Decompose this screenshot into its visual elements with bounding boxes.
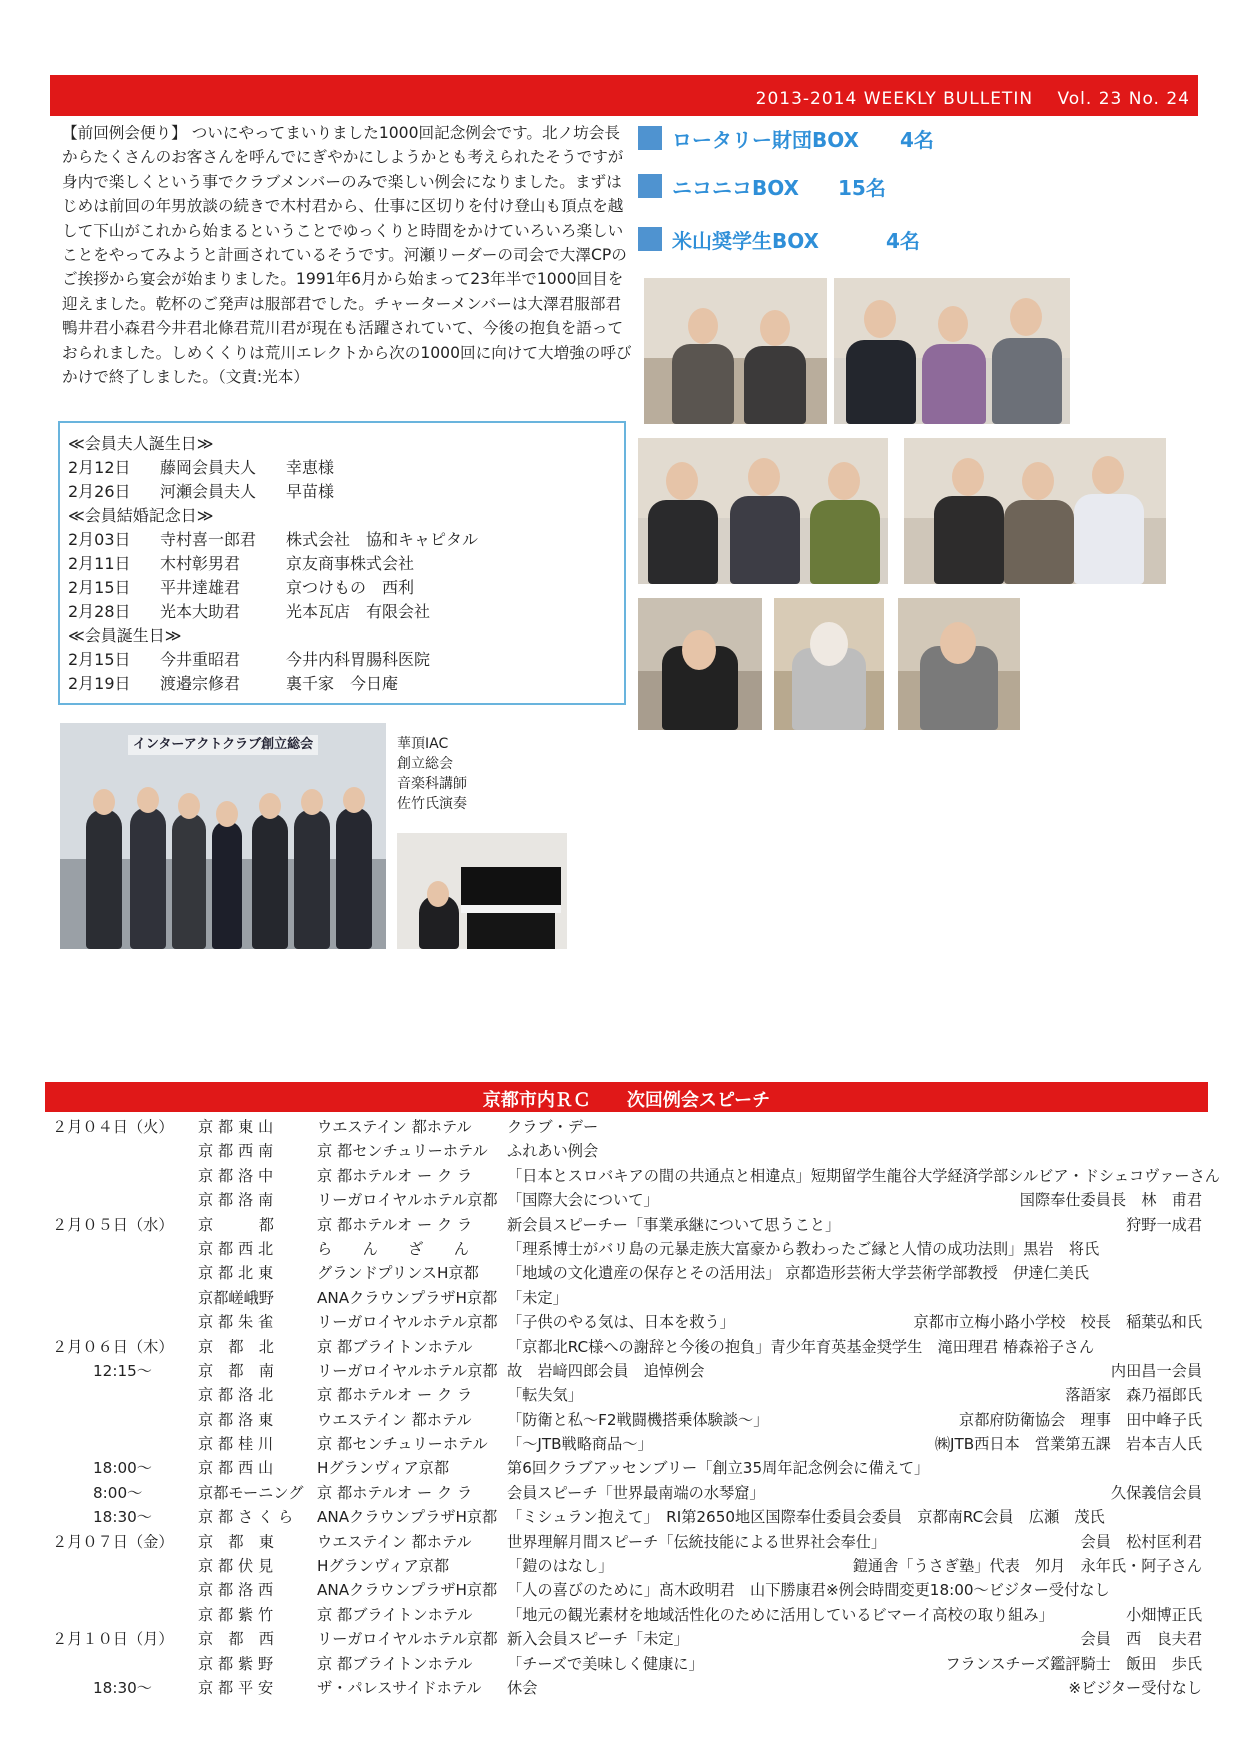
- schedule-row: [45, 1260, 1208, 1284]
- schedule-club: 京 都 南: [198, 1361, 274, 1380]
- schedule-venue: ら ん ざ ん: [317, 1239, 469, 1258]
- photo-piano-performance: [397, 833, 567, 949]
- schedule-speaker: フランスチーズ鑑評騎士 飯田 歩氏: [945, 1654, 1202, 1673]
- schedule-venue: ウエステイン 都ホテル: [317, 1118, 472, 1136]
- schedule-speaker: 久保義信会員: [1110, 1483, 1202, 1502]
- schedule-club: 京 都 伏 見: [198, 1557, 274, 1576]
- schedule-venue: ウエステイン 都ホテル: [317, 1532, 472, 1551]
- schedule-venue: 京 都ブライトンホテル: [317, 1605, 473, 1624]
- wife-birthday-heading: ≪会員夫人誕生日≫: [68, 434, 214, 453]
- schedule-topic: クラブ・デー: [507, 1118, 599, 1136]
- schedule-time: 8:00～: [93, 1483, 143, 1502]
- schedule-club: 京 都 洛 北: [198, 1386, 274, 1405]
- schedule-club: 京 都 紫 竹: [198, 1605, 274, 1624]
- schedule-club: 京 都 東: [198, 1532, 274, 1551]
- schedule-topic: 「日本とスロバキアの間の共通点と相違点」短期留学生龍谷大学経済学部シルビア・ドシェコヴァーさん: [507, 1166, 1220, 1185]
- schedule-row: [45, 1675, 1208, 1699]
- schedule-row: [45, 1358, 1208, 1382]
- schedule-row: [45, 1187, 1208, 1211]
- schedule-topic: 「地元の観光素材を地域活性化のために活用しているビマーイ高校の取り組み」: [507, 1605, 1054, 1624]
- anniv-row: 2月26日 河瀬会員夫人 早苗様: [68, 482, 335, 501]
- schedule-club: 京 都 洛 中: [198, 1166, 274, 1185]
- schedule-topic: 「チーズで美味しく健康に」: [507, 1654, 704, 1673]
- schedule-speaker: 会員 松村匡利君: [1080, 1532, 1202, 1551]
- schedule-venue: 京 都ホテルオ ー ク ラ: [317, 1215, 473, 1234]
- schedule-speaker: 鎧通舎「うさぎ塾」代表 夘月 永年氏・阿子さん: [852, 1557, 1202, 1576]
- schedule-topic: 「鎧のはなし」: [507, 1557, 614, 1576]
- schedule-date: ２月０６日（木）: [52, 1337, 174, 1356]
- anniv-row: 2月12日 藤岡会員夫人 幸恵様: [68, 458, 335, 477]
- schedule-topic: 「転失気」: [507, 1386, 583, 1405]
- schedule-club: 京 都 さ く ら: [198, 1508, 294, 1527]
- schedule-row: [45, 1529, 1208, 1553]
- schedule-topic: 新会員スピーチー「事業承継について思うこと」: [507, 1215, 841, 1234]
- photo-three-members: [834, 278, 1070, 424]
- schedule-venue: Hグランヴィア京都: [317, 1459, 450, 1478]
- schedule-venue: 京 都センチュリーホテル: [317, 1142, 488, 1161]
- schedule-speaker: ㈱JTB西日本 営業第五課 岩本吉人氏: [934, 1435, 1202, 1454]
- schedule-club: 京 都 東 山: [198, 1118, 274, 1136]
- schedule-row: [45, 1431, 1208, 1455]
- schedule-venue: 京 都ホテルオ ー ク ラ: [317, 1166, 473, 1185]
- schedule-date: ２月１０日（月）: [52, 1630, 174, 1649]
- schedule-topic: 「地域の文化遺産の保存とその活用法」 京都造形芸術大学芸術学部教授 伊達仁美氏: [507, 1264, 1089, 1283]
- schedule-venue: 京 都ブライトンホテル: [317, 1654, 473, 1673]
- box-square-icon: [638, 126, 662, 150]
- schedule-topic: 「ミシュラン抱えて」 RI第2650地区国際奉仕委員会委員 京都南RC会員 広瀬 茂氏: [507, 1508, 1105, 1527]
- schedule-venue: ANAクラウンプラザH京都: [317, 1508, 498, 1527]
- schedule-speaker: 会員 西 良夫君: [1080, 1630, 1202, 1649]
- schedule-row: [45, 1285, 1208, 1309]
- schedule-club: 京 都 洛 東: [198, 1410, 274, 1429]
- schedule-venue: ウエステイン 都ホテル: [317, 1410, 472, 1429]
- schedule-topic: 「人の喜びのために」髙木政明君 山下勝康君※例会時間変更18:00～ビジター受付なし: [507, 1581, 1110, 1600]
- photo-speaker-1: [638, 598, 762, 730]
- schedule-club: 京 都 紫 野: [198, 1654, 274, 1673]
- schedule-venue: 京 都ブライトンホテル: [317, 1337, 473, 1356]
- schedule-topic: 「京都北RC様への謝辞と今後の抱負」青少年育英基金奨学生 滝田理君 椿森裕子さん: [507, 1337, 1095, 1356]
- schedule-venue: 京 都センチュリーホテル: [317, 1435, 488, 1454]
- anniv-row: 2月28日 光本大助君 光本瓦店 有限会社: [68, 602, 431, 621]
- schedule-topic: 「未定」: [507, 1288, 568, 1307]
- photo-speaker-2: [774, 598, 884, 730]
- schedule-venue: リーガロイヤルホテル京都: [317, 1191, 498, 1210]
- schedule-row: [45, 1504, 1208, 1528]
- speech-schedule: [45, 1114, 1220, 1699]
- schedule-speaker: 小畑博正氏: [1126, 1605, 1202, 1624]
- schedule-speaker: 落語家 森乃福郎氏: [1065, 1386, 1202, 1405]
- schedule-row: [45, 1334, 1208, 1358]
- schedule-row: [45, 1236, 1208, 1260]
- anniv-row: 2月03日 寺村喜一郎君 株式会社 協和キャピタル: [68, 530, 479, 549]
- schedule-club: 京 都 北: [198, 1337, 274, 1356]
- schedule-speaker: 狩野一成君: [1126, 1215, 1202, 1234]
- schedule-row: [45, 1455, 1208, 1479]
- schedule-club: 京 都 西: [198, 1630, 274, 1649]
- schedule-venue: リーガロイヤルホテル京都: [317, 1630, 498, 1649]
- schedule-row: [45, 1480, 1208, 1504]
- schedule-row: [45, 1163, 1220, 1187]
- schedule-club: 京 都 朱 雀: [198, 1313, 274, 1332]
- schedule-venue: ANAクラウンプラザH京都: [317, 1288, 498, 1307]
- schedule-venue: リーガロイヤルホテル京都: [317, 1361, 498, 1380]
- schedule-club: 京 都 西 北: [198, 1239, 274, 1258]
- schedule-date: ２月０７日（金）: [52, 1532, 174, 1551]
- schedule-topic: 故 岩﨑四郎会員 追悼例会: [507, 1361, 705, 1380]
- schedule-topic: 会員スピーチ「世界最南端の水琴窟」: [507, 1483, 765, 1502]
- schedule-venue: グランドプリンスH京都: [317, 1264, 479, 1283]
- schedule-speaker: 京都府防衛協会 理事 田中峰子氏: [959, 1410, 1202, 1429]
- schedule-topic: 世界理解月間スピーチ「伝統技能による世界社会奉仕」: [507, 1532, 887, 1551]
- schedule-club: 京 都 西 南: [198, 1142, 274, 1161]
- schedule-date: ２月０５日（水）: [52, 1215, 174, 1234]
- photo-interact-club-founding: [60, 723, 386, 949]
- schedule-club: 京都嵯峨野: [198, 1288, 274, 1307]
- schedule-topic: 新入会員スピーチ「未定」: [507, 1630, 689, 1649]
- schedule-venue: リーガロイヤルホテル京都: [317, 1313, 498, 1332]
- schedule-club: 京 都 北 東: [198, 1264, 274, 1283]
- photo-two-members: [644, 278, 827, 424]
- speech-schedule-header: 京都市内ＲＣ 次回例会スピーチ: [45, 1082, 1208, 1112]
- schedule-date: ２月０４日（火）: [52, 1118, 174, 1136]
- schedule-row: [45, 1602, 1208, 1626]
- schedule-venue: 京 都ホテルオ ー ク ラ: [317, 1483, 473, 1502]
- bulletin-header-bar: [50, 75, 1198, 116]
- schedule-topic: 第6回クラブアッセンブリー「創立35周年記念例会に備えて」: [507, 1459, 930, 1478]
- iac-caption: 華頂IAC 創立総会 音楽科講師 佐竹氏演奏: [397, 736, 467, 812]
- schedule-topic: 「～JTB戦略商品～」: [507, 1435, 653, 1454]
- schedule-topic: 「理系博士がバリ島の元暴走族大富豪から教わったご縁と人情の成功法則」黒岩 将氏: [507, 1239, 1100, 1258]
- schedule-row: [45, 1577, 1208, 1601]
- schedule-row: [45, 1114, 1208, 1138]
- schedule-topic: 休会: [507, 1678, 538, 1697]
- schedule-speaker: ※ビジター受付なし: [1068, 1678, 1202, 1697]
- meeting-report: 【前回例会便り】 ついにやってまいりました1000回記念例会です。北ノ坊会長からたくさんのお客さんを呼んでにぎやかにしようかとも考えられたそうですが身内で楽しくという事でクラブメンバーのみで楽しい例会になりました。まずはじめは前回の年男放談の続きで木村君から、仕事に区切りを付け登山も頂点を越して下山がこれから始まるということでゆっくりと時間をかけていろいろ楽しいことをやってみようと計画されているそうです。河瀬リーダーの司会で大澤CPのご挨拶から宴会が始まりました。1991年6月から始まって23年半で1000回目を迎えました。乾杯のご発声は服部君でした。チャーターメンバーは大澤君服部君鴨井君小森君今井君北條君荒川君が現在も活躍されていて、今後の抱負を語っておられました。しめくくりは荒川エレクトから次の1000回に向けて大増強の呼びかけで終了しました。（文責:光本）: [62, 124, 632, 387]
- box-square-icon: [638, 174, 662, 198]
- anniv-row: 2月15日 平井達雄君 京つけもの 西利: [68, 578, 415, 597]
- photo-speaker-3: [898, 598, 1020, 730]
- schedule-club: 京 都 洛 南: [198, 1191, 274, 1210]
- birthday-heading: ≪会員誕生日≫: [68, 626, 182, 645]
- schedule-time: 18:00～: [93, 1459, 152, 1478]
- anniv-row: 2月15日 今井重昭君 今井内科胃腸科医院: [68, 650, 431, 669]
- schedule-venue: ANAクラウンプラザH京都: [317, 1581, 498, 1600]
- schedule-row: [45, 1626, 1208, 1650]
- wedding-heading: ≪会員結婚記念日≫: [68, 506, 214, 525]
- schedule-topic: 「国際大会について」: [507, 1191, 659, 1210]
- schedule-club: 京 都 洛 西: [198, 1581, 274, 1600]
- bulletin-title: 2013-2014 WEEKLY BULLETIN Vol. 23 No. 24: [755, 89, 1190, 109]
- schedule-time: 18:30～: [93, 1508, 152, 1527]
- schedule-venue: 京 都ホテルオ ー ク ラ: [317, 1386, 473, 1405]
- schedule-row: [45, 1651, 1208, 1675]
- schedule-club: 京都モーニング: [198, 1483, 304, 1502]
- schedule-club: 京 都: [198, 1215, 274, 1234]
- photo-three-seated-members: [638, 438, 888, 584]
- schedule-club: 京 都 平 安: [198, 1678, 274, 1697]
- schedule-time: 18:30～: [93, 1678, 152, 1697]
- schedule-row: [45, 1407, 1208, 1431]
- schedule-speaker: 内田昌一会員: [1110, 1361, 1202, 1380]
- schedule-topic: 「子供のやる気は、日本を救う」: [507, 1313, 735, 1332]
- schedule-venue: ザ・パレスサイドホテル: [317, 1678, 482, 1697]
- photo-three-standing-members: [904, 438, 1166, 584]
- schedule-speaker: 国際奉仕委員長 林 甫君: [1019, 1191, 1202, 1210]
- schedule-speaker: 京都市立梅小路小学校 校長 稲葉弘和氏: [913, 1313, 1202, 1332]
- anniv-row: 2月11日 木村彰男君 京友商事株式会社: [68, 554, 415, 573]
- schedule-row: [45, 1309, 1208, 1333]
- schedule-row: [45, 1382, 1208, 1406]
- box-square-icon: [638, 227, 662, 251]
- schedule-club: 京 都 桂 川: [198, 1435, 274, 1454]
- schedule-row: [45, 1138, 1208, 1162]
- anniv-row: 2月19日 渡邉宗修君 裏千家 今日庵: [68, 674, 399, 693]
- schedule-time: 12:15～: [93, 1361, 152, 1380]
- iac-banner: インターアクトクラブ創立総会: [128, 735, 318, 755]
- schedule-row: [45, 1212, 1208, 1236]
- anniversary-box: [58, 421, 626, 705]
- schedule-topic: 「防衛と私～F2戦闘機搭乗体験談～」: [507, 1410, 769, 1429]
- schedule-row: [45, 1553, 1208, 1577]
- schedule-topic: ふれあい例会: [507, 1142, 599, 1161]
- schedule-venue: Hグランヴィア京都: [317, 1557, 450, 1576]
- schedule-club: 京 都 西 山: [198, 1459, 274, 1478]
